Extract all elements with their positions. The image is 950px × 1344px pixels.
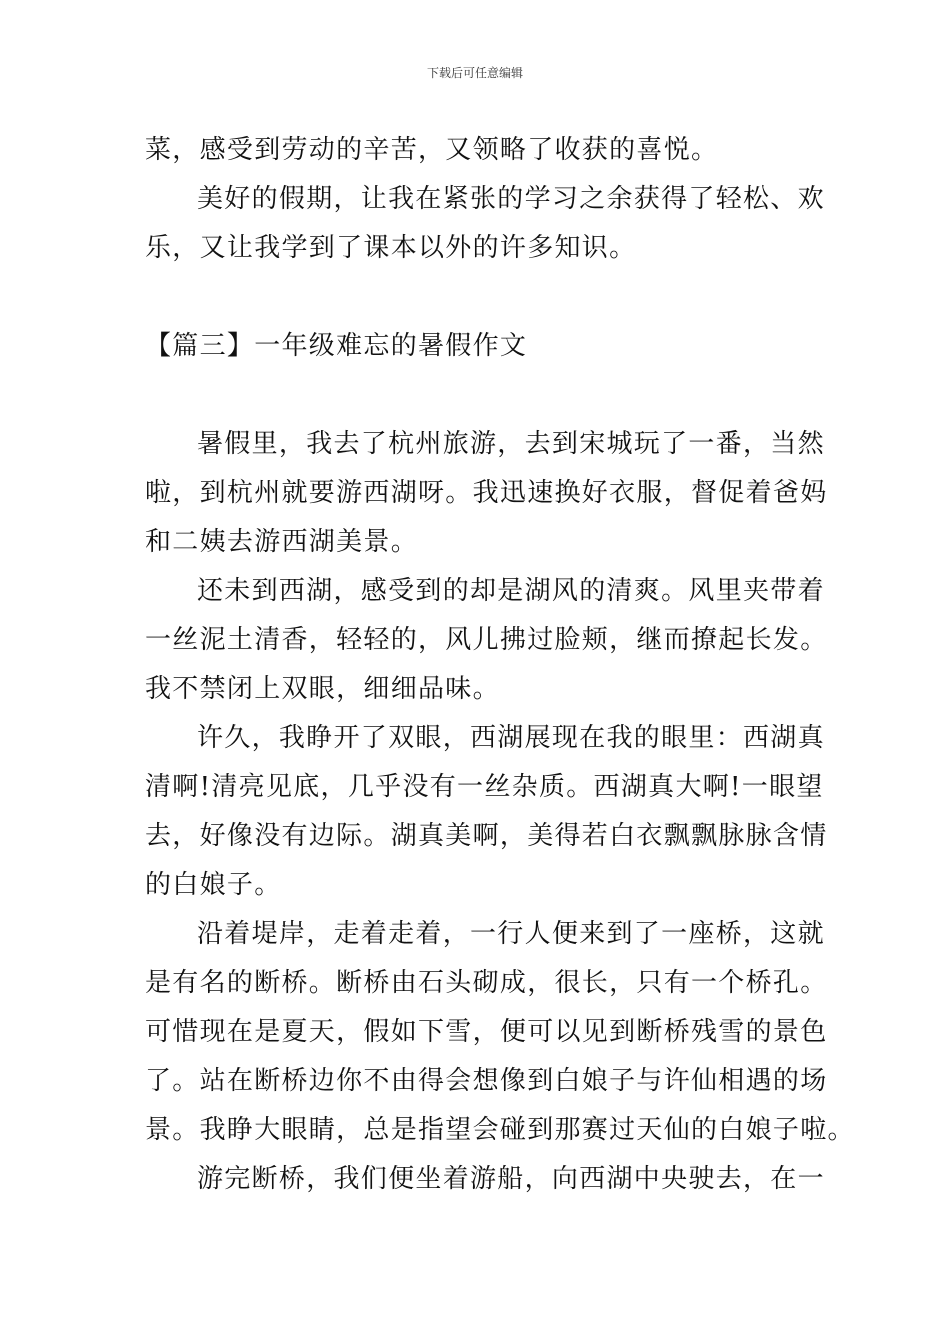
- text-line-1: 菜，感受到劳动的辛苦，又领略了收获的喜悦。: [145, 135, 719, 165]
- text-line-8: 啦，到杭州就要游西湖呀。我迅速换好衣服，督促着爸妈: [145, 478, 828, 508]
- text-line-21: 景。我睁大眼睛，总是指望会碰到那赛过天仙的白娘子啦。: [145, 1115, 855, 1145]
- text-line-2: 美好的假期，让我在紧张的学习之余获得了轻松、欢: [197, 184, 825, 214]
- text-line-20: 了。站在断桥边你不由得会想像到白娘子与许仙相遇的场: [145, 1066, 828, 1096]
- blank-line-2: [145, 371, 810, 420]
- text-line-14: 清啊!清亮见底，几乎没有一丝杂质。西湖真大啊!一眼望: [145, 772, 824, 802]
- text-line-22: 游完断桥，我们便坐着游船，向西湖中央驶去，在一: [197, 1164, 825, 1194]
- text-line-19: 可惜现在是夏天，假如下雪，便可以见到断桥残雪的景色: [145, 1017, 828, 1047]
- text-line-13: 许久，我睁开了双眼，西湖展现在我的眼里：西湖真: [197, 723, 825, 753]
- text-line-17: 沿着堤岸，走着走着，一行人便来到了一座桥，这就: [197, 919, 825, 949]
- text-line-3: 乐，又让我学到了课本以外的许多知识。: [145, 233, 637, 263]
- text-line-10: 还未到西湖，感受到的却是湖风的清爽。风里夹带着: [197, 576, 825, 606]
- text-line-18: 是有名的断桥。断桥由石头砌成，很长，只有一个桥孔。: [145, 968, 828, 998]
- blank-line-1: [145, 273, 810, 322]
- page-header: 下载后可任意编辑: [426, 66, 523, 80]
- text-line-9: 和二姨去游西湖美景。: [145, 527, 419, 557]
- section-heading: 【篇三】一年级难忘的暑假作文: [145, 331, 528, 361]
- text-line-16: 的白娘子。: [145, 870, 282, 900]
- text-line-12: 我不禁闭上双眼，细细品味。: [145, 674, 500, 704]
- text-line-11: 一丝泥土清香，轻轻的，风儿拂过脸颊，继而撩起长发。: [145, 625, 828, 655]
- document-body: [145, 126, 855, 1204]
- text-line-7: 暑假里，我去了杭州旅游，去到宋城玩了一番，当然: [197, 429, 825, 459]
- text-line-15: 去，好像没有边际。湖真美啊，美得若白衣飘飘脉脉含情: [145, 821, 828, 851]
